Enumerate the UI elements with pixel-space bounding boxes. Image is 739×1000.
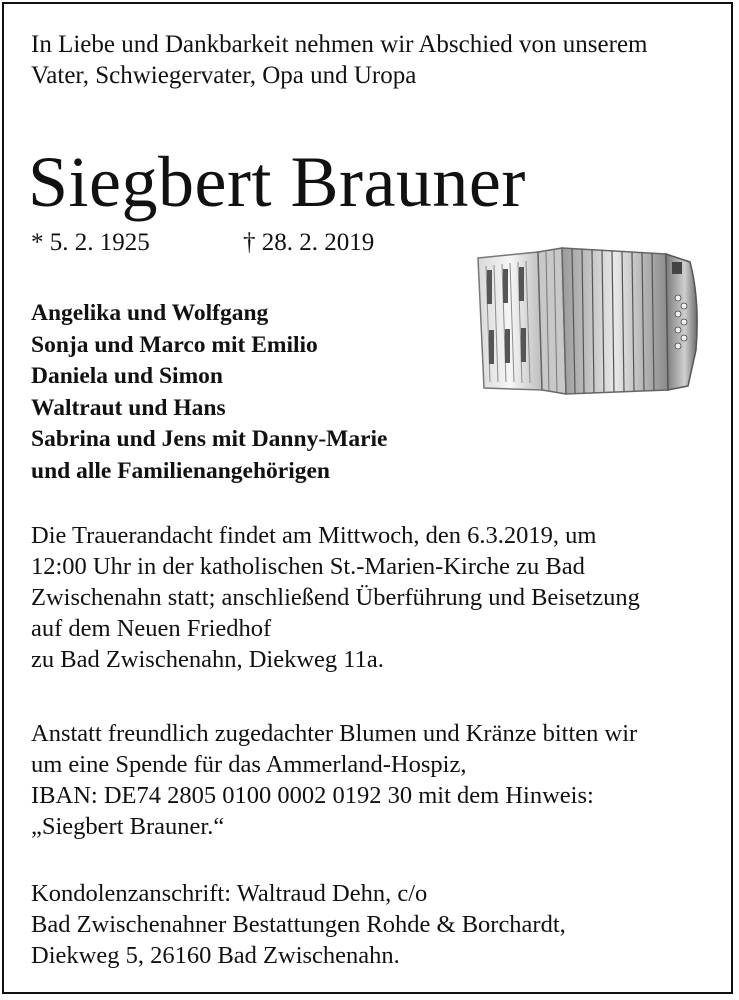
intro-text <box>31 29 648 91</box>
notice-frame <box>2 2 733 994</box>
donation-line: „Siegbert Brauner.“ <box>31 813 225 840</box>
death-date: † 28. 2. 2019 <box>243 229 375 256</box>
intro-line: In Liebe und Dankbarkeit nehmen wir Abschied von unserem <box>31 31 648 58</box>
address-line: Diekweg 5, 26160 Bad Zwischenahn. <box>31 942 400 969</box>
mourner-entry: Angelika und Wolfgang <box>31 300 269 326</box>
service-line: 12:00 Uhr in der katholischen St.-Marien-Kirche zu Bad <box>31 553 585 580</box>
intro-line: Vater, Schwiegervater, Opa und Uropa <box>31 62 417 89</box>
donation-line: um eine Spende für das Ammerland-Hospiz, <box>31 751 467 778</box>
accordion-icon <box>476 240 702 404</box>
address-line: Kondolenzanschrift: Waltraud Dehn, c/o <box>31 880 428 907</box>
mourner-entry: Sabrina und Jens mit Danny-Marie <box>31 426 388 453</box>
mourner-entry: und alle Familienangehörigen <box>31 457 330 484</box>
address-paragraph <box>31 878 566 971</box>
service-line: Die Trauerandacht findet am Mittwoch, den 6.3.2019, um <box>31 522 597 549</box>
donation-line: IBAN: DE74 2805 0100 0002 0192 30 mit dem Hinweis: <box>31 782 594 809</box>
deceased-name: Siegbert Brauner <box>28 142 526 222</box>
donation-paragraph <box>31 718 637 842</box>
address-line: Bad Zwischenahner Bestattungen Rohde & Borchardt, <box>31 911 566 938</box>
mourners-list <box>31 298 387 488</box>
donation-line: Anstatt freundlich zugedachter Blumen und Kränze bitten wir <box>31 720 638 747</box>
mourner-entry: Sonja und Marco mit Emilio <box>31 331 318 358</box>
service-line: zu Bad Zwischenahn, Diekweg 11a. <box>31 646 384 673</box>
service-line: auf dem Neuen Friedhof <box>31 615 272 642</box>
mourner-entry: Waltraut und Hans <box>31 394 226 421</box>
service-paragraph <box>31 520 640 675</box>
service-line: Zwischenahn statt; anschließend Überführung und Beisetzung <box>31 584 640 611</box>
birth-date: * 5. 2. 1925 <box>31 229 150 256</box>
mourner-entry: Daniela und Simon <box>31 363 223 390</box>
